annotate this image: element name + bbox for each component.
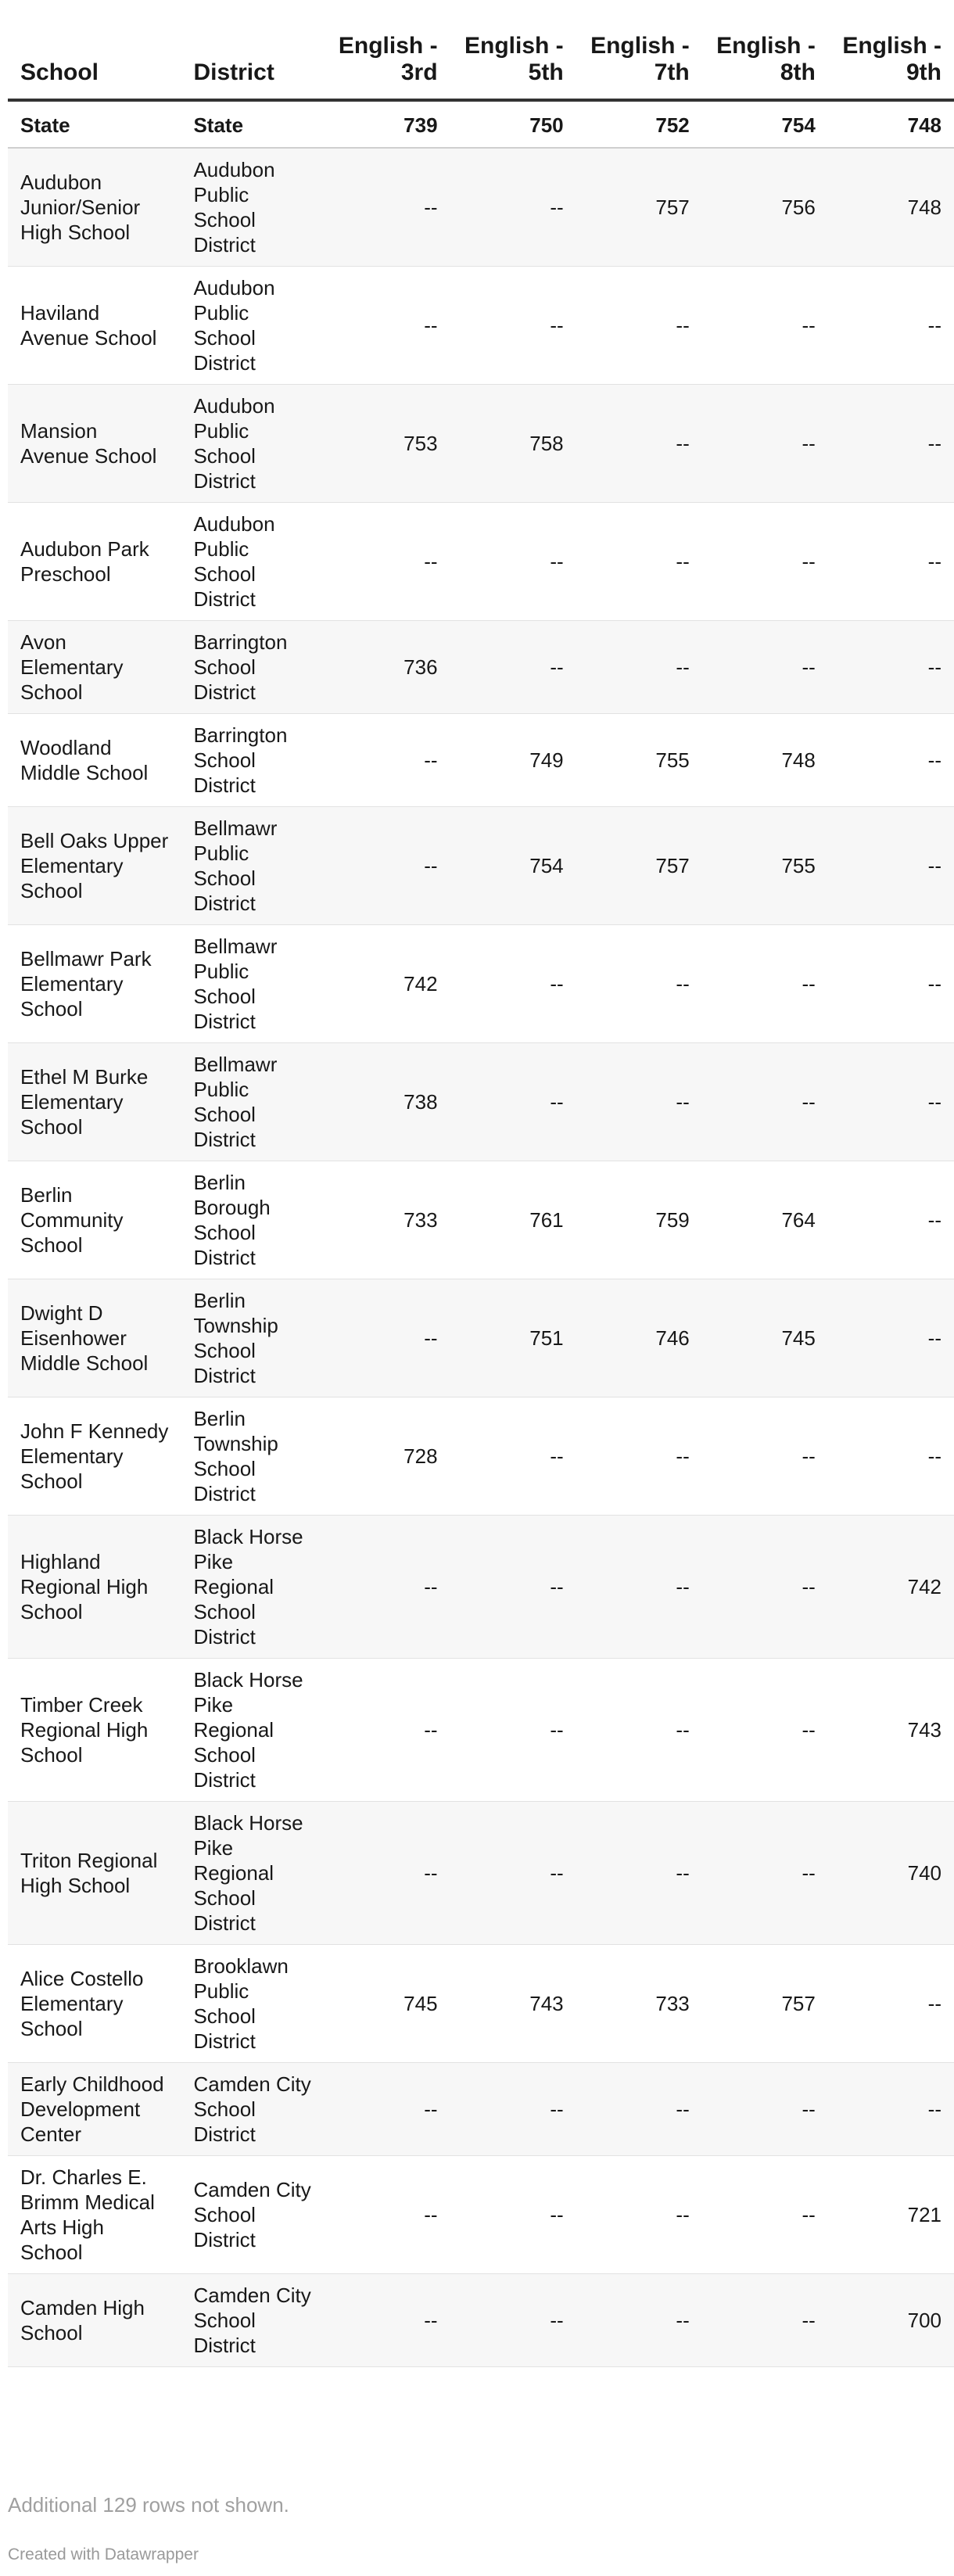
cell-e7: -- xyxy=(576,2274,702,2367)
cell-district: Berlin Township School District xyxy=(181,1397,324,1516)
cell-e9: 743 xyxy=(828,1659,954,1802)
cell-e3: -- xyxy=(324,148,450,267)
cell-e3: 736 xyxy=(324,621,450,714)
cell-school: Timber Creek Regional High School xyxy=(8,1659,181,1802)
state-english-5th-cell: 750 xyxy=(450,100,576,148)
cell-school: Camden High School xyxy=(8,2274,181,2367)
cell-e9: -- xyxy=(828,503,954,621)
cell-e8: -- xyxy=(702,267,828,385)
table-row xyxy=(8,1043,954,1161)
cell-e3: -- xyxy=(324,1659,450,1802)
cell-e7: -- xyxy=(576,385,702,503)
table-row xyxy=(8,807,954,925)
cell-e8: 756 xyxy=(702,148,828,267)
cell-e5: 743 xyxy=(450,1945,576,2063)
cell-e3: -- xyxy=(324,2156,450,2274)
cell-e8: -- xyxy=(702,2156,828,2274)
cell-e7: -- xyxy=(576,1397,702,1516)
cell-district: Audubon Public School District xyxy=(181,148,324,267)
cell-e5: -- xyxy=(450,925,576,1043)
table-row xyxy=(8,503,954,621)
state-average-row xyxy=(8,100,954,148)
cell-school: Ethel M Burke Elementary School xyxy=(8,1043,181,1161)
column-header-english-9th[interactable]: English - 9th xyxy=(828,0,954,100)
cell-e5: -- xyxy=(450,503,576,621)
cell-e9: -- xyxy=(828,1945,954,2063)
table-row xyxy=(8,1945,954,2063)
cell-e5: -- xyxy=(450,621,576,714)
cell-district: Camden City School District xyxy=(181,2274,324,2367)
cell-e3: -- xyxy=(324,2274,450,2367)
table-row xyxy=(8,1659,954,1802)
cell-school: Audubon Park Preschool xyxy=(8,503,181,621)
cell-district: Audubon Public School District xyxy=(181,503,324,621)
cell-school: Berlin Community School xyxy=(8,1161,181,1279)
cell-e3: -- xyxy=(324,503,450,621)
cell-school: John F Kennedy Elementary School xyxy=(8,1397,181,1516)
cell-school: Bellmawr Park Elementary School xyxy=(8,925,181,1043)
cell-e7: -- xyxy=(576,925,702,1043)
cell-district: Audubon Public School District xyxy=(181,267,324,385)
cell-e5: -- xyxy=(450,148,576,267)
table-header-row xyxy=(8,0,954,100)
cell-e5: 749 xyxy=(450,714,576,807)
cell-e8: -- xyxy=(702,1397,828,1516)
cell-school: Highland Regional High School xyxy=(8,1516,181,1659)
table-row xyxy=(8,1397,954,1516)
state-district-cell: State xyxy=(181,100,324,148)
cell-e9: -- xyxy=(828,1161,954,1279)
state-english-3rd-cell: 739 xyxy=(324,100,450,148)
cell-e7: 757 xyxy=(576,148,702,267)
cell-district: Camden City School District xyxy=(181,2063,324,2156)
cell-e3: 742 xyxy=(324,925,450,1043)
state-english-8th-cell: 754 xyxy=(702,100,828,148)
cell-e3: -- xyxy=(324,267,450,385)
cell-e5: -- xyxy=(450,1397,576,1516)
cell-e8: -- xyxy=(702,2274,828,2367)
cell-e5: -- xyxy=(450,1516,576,1659)
cell-district: Audubon Public School District xyxy=(181,385,324,503)
cell-e8: 755 xyxy=(702,807,828,925)
cell-school: Woodland Middle School xyxy=(8,714,181,807)
cell-district: Barrington School District xyxy=(181,621,324,714)
table-row xyxy=(8,1802,954,1945)
cell-e3: 728 xyxy=(324,1397,450,1516)
cell-e5: 751 xyxy=(450,1279,576,1397)
cell-e9: -- xyxy=(828,621,954,714)
state-school-cell: State xyxy=(8,100,181,148)
cell-school: Dwight D Eisenhower Middle School xyxy=(8,1279,181,1397)
cell-e8: -- xyxy=(702,1516,828,1659)
cell-e9: -- xyxy=(828,1043,954,1161)
cell-district: Black Horse Pike Regional School District xyxy=(181,1659,324,1802)
cell-e5: -- xyxy=(450,2156,576,2274)
cell-district: Black Horse Pike Regional School District xyxy=(181,1516,324,1659)
cell-school: Dr. Charles E. Brimm Medical Arts High School xyxy=(8,2156,181,2274)
cell-district: Bellmawr Public School District xyxy=(181,807,324,925)
cell-e5: 758 xyxy=(450,385,576,503)
cell-school: Audubon Junior/Senior High School xyxy=(8,148,181,267)
cell-e8: -- xyxy=(702,925,828,1043)
cell-school: Mansion Avenue School xyxy=(8,385,181,503)
table-row xyxy=(8,2156,954,2274)
cell-e8: 748 xyxy=(702,714,828,807)
cell-e3: 745 xyxy=(324,1945,450,2063)
cell-e7: -- xyxy=(576,2063,702,2156)
cell-e7: 733 xyxy=(576,1945,702,2063)
cell-e5: 754 xyxy=(450,807,576,925)
cell-e7: 746 xyxy=(576,1279,702,1397)
cell-school: Avon Elementary School xyxy=(8,621,181,714)
column-header-english-3rd[interactable]: English - 3rd xyxy=(324,0,450,100)
cell-e7: -- xyxy=(576,1516,702,1659)
cell-e9: 748 xyxy=(828,148,954,267)
cell-e7: -- xyxy=(576,2156,702,2274)
cell-school: Triton Regional High School xyxy=(8,1802,181,1945)
scores-table xyxy=(8,0,954,2367)
cell-e9: -- xyxy=(828,1397,954,1516)
cell-e8: 764 xyxy=(702,1161,828,1279)
cell-e3: -- xyxy=(324,1279,450,1397)
cell-e5: -- xyxy=(450,1802,576,1945)
cell-e7: -- xyxy=(576,267,702,385)
cell-e3: -- xyxy=(324,807,450,925)
table-row xyxy=(8,385,954,503)
cell-e3: -- xyxy=(324,1802,450,1945)
cell-e7: -- xyxy=(576,1043,702,1161)
cell-e8: 757 xyxy=(702,1945,828,2063)
cell-e9: -- xyxy=(828,2063,954,2156)
cell-e8: -- xyxy=(702,1043,828,1161)
table-row xyxy=(8,2274,954,2367)
cell-e5: -- xyxy=(450,1043,576,1161)
cell-district: Camden City School District xyxy=(181,2156,324,2274)
column-header-english-8th[interactable]: English - 8th xyxy=(702,0,828,100)
cell-e8: -- xyxy=(702,503,828,621)
column-header-english-5th[interactable]: English - 5th xyxy=(450,0,576,100)
cell-e9: -- xyxy=(828,1279,954,1397)
cell-e9: -- xyxy=(828,714,954,807)
table-row xyxy=(8,267,954,385)
cell-e5: -- xyxy=(450,267,576,385)
column-header-district[interactable]: District xyxy=(181,0,324,100)
cell-e3: 738 xyxy=(324,1043,450,1161)
cell-school: Haviland Avenue School xyxy=(8,267,181,385)
cell-district: Black Horse Pike Regional School District xyxy=(181,1802,324,1945)
cell-e3: 753 xyxy=(324,385,450,503)
cell-e7: 759 xyxy=(576,1161,702,1279)
cell-district: Bellmawr Public School District xyxy=(181,925,324,1043)
table-row xyxy=(8,925,954,1043)
table-row xyxy=(8,621,954,714)
cell-e9: -- xyxy=(828,267,954,385)
cell-e3: 733 xyxy=(324,1161,450,1279)
state-english-7th-cell: 752 xyxy=(576,100,702,148)
table-row xyxy=(8,714,954,807)
cell-e9: -- xyxy=(828,385,954,503)
cell-e9: 740 xyxy=(828,1802,954,1945)
cell-e9: 721 xyxy=(828,2156,954,2274)
cell-e3: -- xyxy=(324,714,450,807)
cell-e9: 700 xyxy=(828,2274,954,2367)
cell-district: Bellmawr Public School District xyxy=(181,1043,324,1161)
cell-e5: -- xyxy=(450,2063,576,2156)
cell-school: Bell Oaks Upper Elementary School xyxy=(8,807,181,925)
cell-district: Berlin Borough School District xyxy=(181,1161,324,1279)
column-header-english-7th[interactable]: English - 7th xyxy=(576,0,702,100)
cell-e9: -- xyxy=(828,925,954,1043)
cell-e5: -- xyxy=(450,2274,576,2367)
cell-district: Brooklawn Public School District xyxy=(181,1945,324,2063)
cell-e9: 742 xyxy=(828,1516,954,1659)
cell-e8: 745 xyxy=(702,1279,828,1397)
cell-school: Early Childhood Development Center xyxy=(8,2063,181,2156)
table-row xyxy=(8,1279,954,1397)
cell-e8: -- xyxy=(702,385,828,503)
cell-e7: -- xyxy=(576,621,702,714)
table-row xyxy=(8,2063,954,2156)
cell-e8: -- xyxy=(702,1802,828,1945)
cell-e3: -- xyxy=(324,1516,450,1659)
cell-school: Alice Costello Elementary School xyxy=(8,1945,181,2063)
cell-e5: -- xyxy=(450,1659,576,1802)
cell-e8: -- xyxy=(702,2063,828,2156)
cell-e7: 755 xyxy=(576,714,702,807)
cell-e7: -- xyxy=(576,503,702,621)
table-row xyxy=(8,1161,954,1279)
cell-e7: -- xyxy=(576,1659,702,1802)
state-english-9th-cell: 748 xyxy=(828,100,954,148)
rows-not-shown-note: Additional 129 rows not shown. xyxy=(8,2493,289,2517)
cell-e8: -- xyxy=(702,621,828,714)
datawrapper-credit: Created with Datawrapper xyxy=(8,2546,199,2563)
table-row xyxy=(8,148,954,267)
cell-e5: 761 xyxy=(450,1161,576,1279)
cell-e8: -- xyxy=(702,1659,828,1802)
cell-district: Berlin Township School District xyxy=(181,1279,324,1397)
table-row xyxy=(8,1516,954,1659)
cell-e7: -- xyxy=(576,1802,702,1945)
cell-district: Barrington School District xyxy=(181,714,324,807)
cell-e3: -- xyxy=(324,2063,450,2156)
column-header-school[interactable]: School xyxy=(8,0,181,100)
cell-e9: -- xyxy=(828,807,954,925)
cell-e7: 757 xyxy=(576,807,702,925)
